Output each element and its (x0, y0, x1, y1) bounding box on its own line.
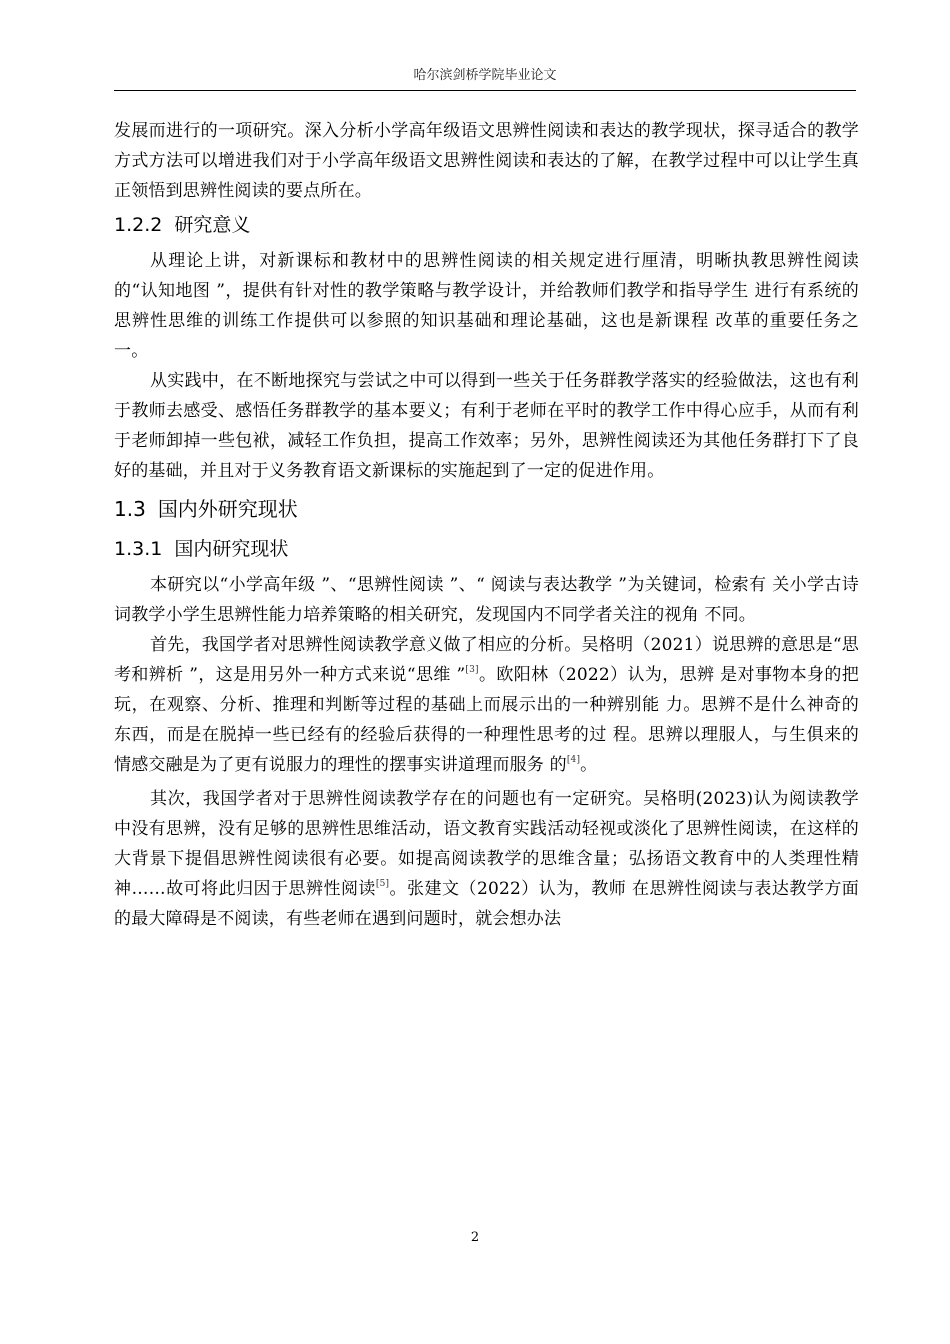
paragraph-first (114, 630, 859, 780)
heading-1-2-2 (114, 210, 859, 240)
heading-number: 1.2.2 (114, 214, 163, 236)
paragraph-continued: 发展而进行的一项研究。深入分析小学高年级语文思辨性阅读和表达的教学现状，探寻适合的教学方式方法可以增进我们对于小学高年级语文思辨性阅读和表达的了解，在教学过程中可以让学生真正领悟到思辨性阅读的要点所在。 (114, 121, 859, 201)
heading-title: 国内研究现状 (174, 538, 289, 560)
heading-1-3 (114, 492, 859, 526)
citation-3: [3] (465, 665, 479, 675)
text-run: 。 (580, 755, 598, 775)
citation-4: [4] (566, 755, 581, 765)
paragraph-practice: 从实践中，在不断地探究与尝试之中可以得到一些关于任务群教学落实的经验做法，这也有利于教师去感受、感悟任务群教学的基本要义；有利于老师在平时的教学工作中得心应手，从而有利于老师卸掉一些包袱，减轻工作负担，提高工作效率；另外，思辨性阅读还为其他任务群打下了良好的基础，并且对于义务教育语文新课标的实施起到了一定的促进作用。 (114, 371, 859, 481)
paragraph-theory: 从理论上讲，对新课标和教材中的思辨性阅读的相关规定进行厘清，明晰执教思辨性阅读的“认知地图 ”，提供有针对性的教学策略与教学设计，并给教师们教学和指导学生 进行有系统的思辨性思维的训练工作提供可以参照的知识基础和理论基础，这也是新课程 改革的重要任务之一。 (114, 251, 859, 361)
heading-number: 1.3.1 (114, 538, 163, 560)
citation-5: [5] (375, 879, 390, 889)
header-title: 哈尔滨剑桥学院毕业论文 (413, 68, 557, 83)
text-run: 其次，我国学者对于思辨性阅读教学存在的问题也有一定研究。吴格明(2023)认为阅读教学中没有思辨，没有足够的思辨性思维活动，语文教育实践活动轻视或淡化了思辨性阅读，在这样的大背景下提倡思辨性阅读很有必要。如提高阅读教学的思维含量；弘扬语文教育中的人类理性精神……故可将此归因于思辨性阅读 (114, 789, 859, 899)
heading-1-3-1 (114, 534, 859, 564)
text-run: 。张建文（2022）认为，教师 在思辨性阅读与表达教学方面的最大障碍是不阅读，有些老师在遇到问题时，就会想办法 (114, 879, 860, 929)
paragraph-keywords: 本研究以“小学高年级 ”、“思辨性阅读 ”、“ 阅读与表达教学 ”为关键词，检索有 关小学古诗词教学小学生思辨性能力培养策略的相关研究，发现国内不同学者关注的视角 不同。 (114, 575, 859, 625)
document-body (114, 116, 859, 934)
heading-title: 国内外研究现状 (157, 497, 298, 521)
text-run: 首先，我国学者对思辨性阅读教学意义做了相应的分析。吴格明（2021）说思辨的意思是“思考和辨析 ”，这是用另外一种方式来说“思维 ” (114, 635, 859, 685)
heading-title: 研究意义 (174, 214, 251, 236)
paragraph-second (114, 784, 859, 934)
heading-number: 1.3 (114, 497, 146, 521)
text-run: 。欧阳林（2022）认为，思辨 是对事物本身的把玩，在观察、分析、推理和判断等过程的基础上而展示出的一种辨别能 力。思辨不是什么神奇的东西，而是在脱掉一些已经有的经验后获得的一种理性思考的过 程。思辨以理服人，与生俱来的情感交融是为了更有说服力的理性的摆事实讲道理而服务 的 (114, 665, 860, 775)
page-number: 2 (470, 1230, 480, 1245)
running-header (114, 66, 856, 91)
